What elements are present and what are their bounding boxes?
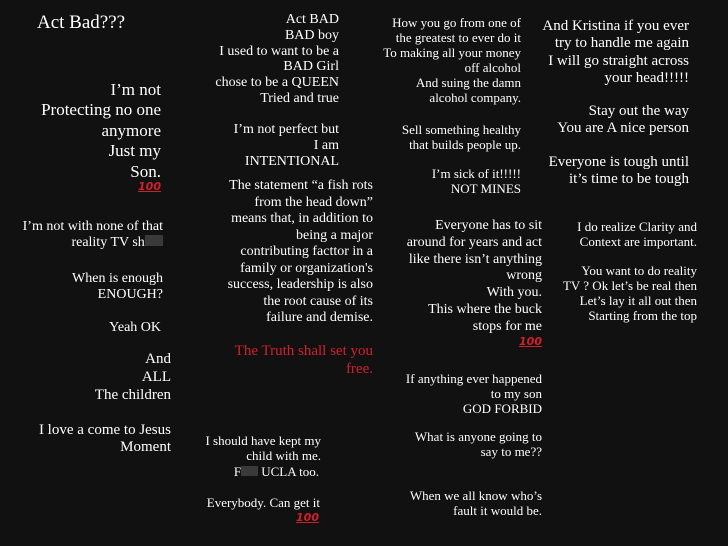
act-bad-text: Act BAD BAD boy I used to want to be a BAD Girl chose to be a QUEEN Tried and true — [215, 12, 339, 107]
fish-rots-text: The statement “a fish rots from the head down” means that, in addition to being a major contributing facttor in a family or organization's success, leadership is also the root cause of its failure and demise. — [227, 178, 373, 326]
children-text: And ALL The children — [94, 351, 171, 403]
hundred-points-icon: 100 — [296, 511, 319, 524]
kept-child-text: I should have kept my child with me. — [205, 433, 321, 463]
yeah-text: Yeah OK — [109, 320, 161, 335]
anything-happened-text: If anything ever happened to my son GOD FORBID — [405, 371, 542, 416]
reality-tv-offer-text: You want to do reality TV ? Ok let’s be real then Let’s lay it all out then Starting from the top — [562, 263, 697, 323]
enough-text: When is enough ENOUGH? — [72, 271, 163, 303]
everybody-text: Everybody. Can get it — [206, 495, 320, 510]
protect-text: I’m not Protecting no one anymore Just my Son. — [41, 80, 161, 181]
clarity-text: I do realize Clarity and Context are important. — [577, 219, 697, 249]
ucla-text — [234, 465, 319, 480]
page-title: Act Bad??? — [37, 12, 126, 33]
fault-text: When we all know who’s fault it would be. — [409, 488, 542, 518]
redaction-blur — [145, 235, 163, 246]
stay-out-text: Stay out the way You are A nice person — [557, 103, 689, 137]
healthy-text: Sell something healthy that builds people up. — [401, 122, 521, 152]
alcohol-text: How you go from one of the greatest to ever do it To making all your money off alcohol And suing the damn alcohol company. — [383, 15, 521, 105]
reality-tv-line: I’m not with none of that reality TV sh — [22, 219, 163, 251]
intentional-text: I’m not perfect but I am INTENTIONAL — [233, 122, 339, 169]
hundred-points-icon: 100 — [519, 335, 542, 348]
truth-text: The Truth shall set you free. — [234, 343, 373, 377]
tough-text: Everyone is tough until it’s time to be tough — [548, 154, 689, 188]
say-to-me-text: What is anyone going to say to me?? — [414, 429, 542, 459]
buck-stops-text: Everyone has to sit around for years and act like there isn’t anything wrong With you. This where the buck stops for me — [406, 218, 542, 334]
hundred-points-icon: 100 — [138, 180, 161, 193]
sick-text: I’m sick of it!!!!! NOT MINES — [431, 166, 521, 196]
jesus-text: I love a come to Jesus Moment — [38, 422, 171, 456]
kristina-text: And Kristina if you ever try to handle me again I will go straight across your head!!!!! — [542, 18, 689, 86]
ucla-prefix: F — [233, 464, 242, 479]
redaction-blur — [241, 466, 258, 476]
ucla-suffix: UCLA too. — [257, 464, 319, 479]
reality-tv-text — [23, 219, 163, 251]
